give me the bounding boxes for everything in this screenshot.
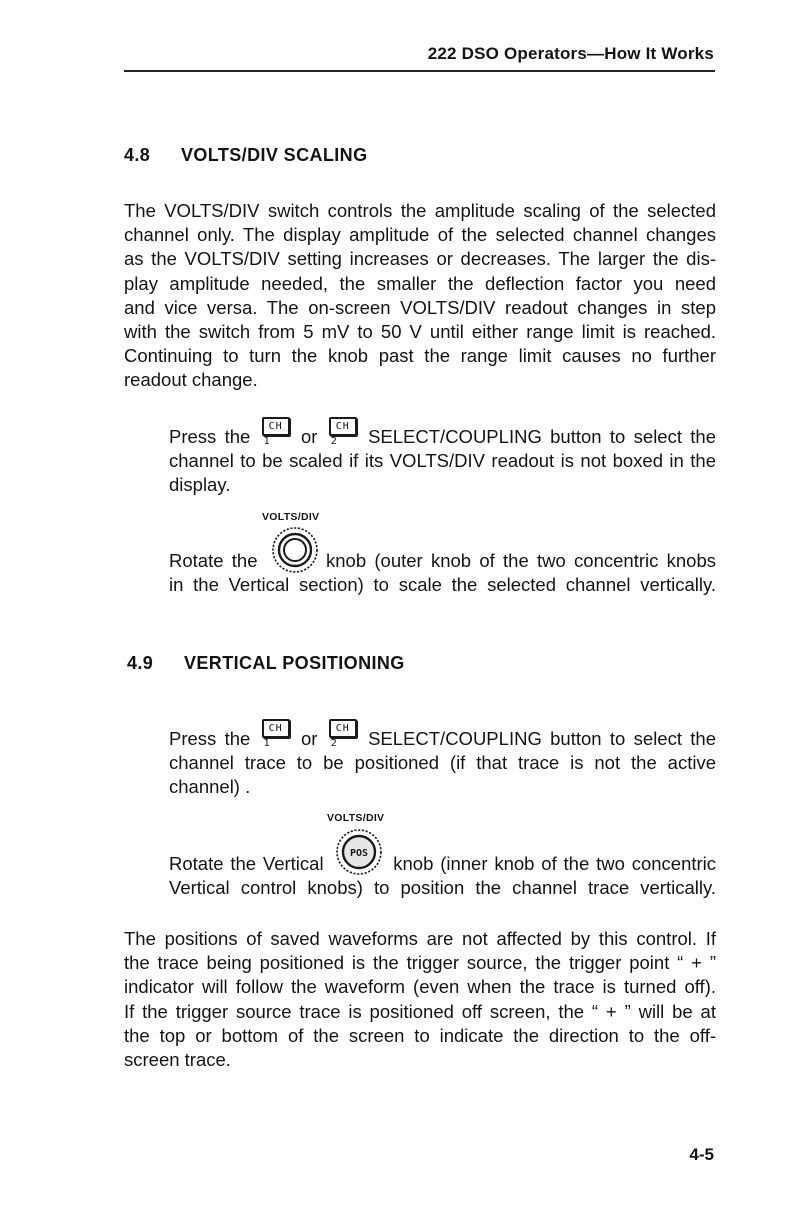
- section-heading-4-9: [127, 653, 405, 674]
- section-4-9-step-press: [169, 719, 716, 800]
- ch1-select-button-icon: CH 1: [262, 719, 290, 738]
- paragraph-line: indicator will follow the waveform (even when the trace is turned off).: [124, 976, 716, 998]
- instruction-text: Press the: [169, 728, 251, 749]
- instruction-text: SELECT/COUPLING button to select the: [368, 728, 717, 749]
- paragraph-line: as the VOLTS/DIV setting increases or decreases. The larger the dis-: [124, 248, 716, 270]
- section-heading-4-8: [124, 145, 367, 166]
- paragraph-line: Continuing to turn the knob past the range limit causes no further: [124, 345, 716, 367]
- paragraph-line: the top or bottom of the screen to indicate the direction to the off-: [124, 1024, 716, 1046]
- instruction-text: knob (outer knob of the two concentric knobs: [326, 550, 716, 571]
- instruction-line: Vertical control knobs) to position the channel trace vertically.: [169, 877, 716, 899]
- instruction-line: [169, 719, 716, 751]
- section-4-9-paragraph: [124, 927, 716, 1072]
- section-title: VOLTS/DIV SCALING: [181, 145, 368, 165]
- section-4-8-step-rotate: [169, 549, 716, 597]
- ch2-select-button-icon: CH 2: [329, 719, 357, 738]
- instruction-line: channel) .: [169, 776, 251, 798]
- section-number: 4.9: [127, 653, 154, 673]
- instruction-text: knob (inner knob of the two concentric: [393, 853, 717, 874]
- paragraph-line: and vice versa. The on-screen VOLTS/DIV readout changes in step: [124, 296, 716, 318]
- paragraph-line: screen trace.: [124, 1049, 231, 1071]
- section-number: 4.8: [124, 145, 151, 165]
- instruction-line: in the Vertical section) to scale the selected channel vertically.: [169, 574, 716, 596]
- volts-div-knob-icon: [270, 525, 320, 575]
- ch1-select-button-icon: CH 1: [262, 417, 290, 436]
- instruction-text: SELECT/COUPLING button to select the: [368, 426, 717, 447]
- instruction-line: channel to be scaled if its VOLTS/DIV readout is not boxed in the: [169, 450, 716, 472]
- instruction-line: display.: [169, 474, 231, 496]
- paragraph-line: the trace being positioned is the trigger source, the trigger point “ + ”: [124, 952, 716, 974]
- section-4-8-step-press: [169, 417, 716, 498]
- header-rule: [124, 70, 715, 72]
- paragraph-line: The positions of saved waveforms are not affected by this control. If: [124, 928, 716, 949]
- instruction-line: channel trace to be positioned (if that trace is not the active: [169, 752, 716, 774]
- section-title: VERTICAL POSITIONING: [184, 653, 405, 673]
- instruction-text: Press the: [169, 426, 251, 447]
- ch2-select-button-icon: CH 2: [329, 417, 357, 436]
- volts-div-knob-label: VOLTS/DIV: [262, 511, 320, 523]
- volts-div-knob-label: VOLTS/DIV: [327, 812, 385, 824]
- instruction-text: Rotate the: [169, 550, 258, 571]
- paragraph-line: play amplitude needed, the smaller the deflection factor you need: [124, 272, 716, 294]
- paragraph-line: readout change.: [124, 369, 258, 391]
- section-4-9-step-rotate: [169, 852, 716, 900]
- instruction-line: [169, 852, 716, 876]
- paragraph-line: If the trigger source trace is positioned off screen, the “ + ” will be at: [124, 1000, 716, 1022]
- paragraph-line: channel only. The display amplitude of the selected channel changes: [124, 224, 716, 246]
- page-number: 4-5: [689, 1145, 714, 1164]
- paragraph-line: with the switch from 5 mV to 50 V until either range limit is reached.: [124, 321, 716, 343]
- section-4-8-paragraph: [124, 199, 716, 393]
- position-knob-icon: [334, 827, 384, 877]
- paragraph-line: The VOLTS/DIV switch controls the amplitude scaling of the selected: [124, 200, 716, 221]
- instruction-text: Rotate the Vertical: [169, 853, 324, 874]
- instruction-line: [169, 549, 716, 573]
- instruction-line: [169, 417, 716, 449]
- instruction-text: or: [300, 426, 318, 447]
- instruction-text: or: [300, 728, 318, 749]
- running-header: 222 DSO Operators—How It Works: [427, 44, 714, 63]
- position-knob-label: POS: [349, 848, 369, 859]
